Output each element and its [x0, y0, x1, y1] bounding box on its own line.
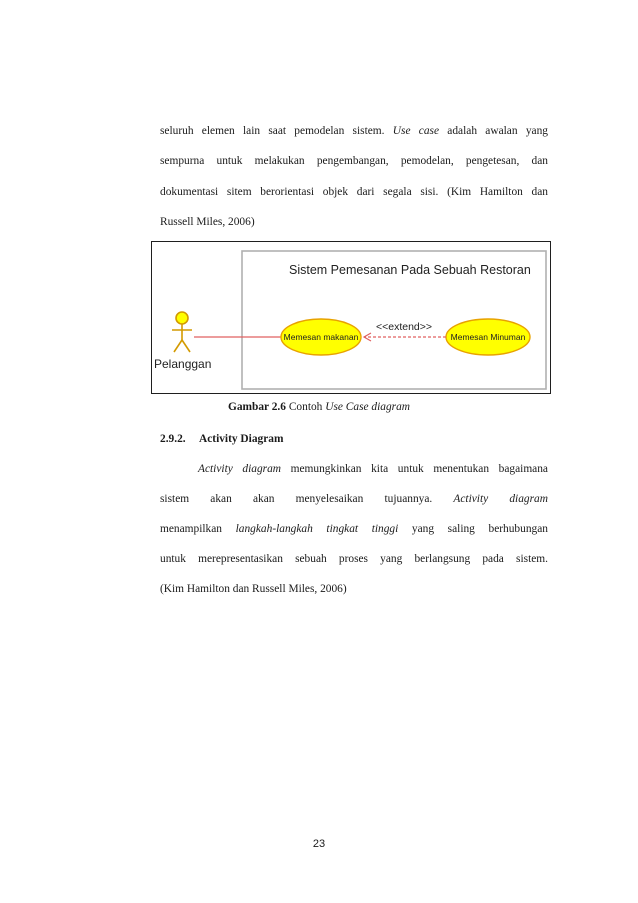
usecase-ext-label: Memesan Minuman: [450, 332, 526, 342]
paragraph-1-line-1: seluruh elemen lain saat pemodelan sistem. Use case adalah awalan yang: [160, 125, 548, 137]
paragraph-1-line-3: dokumentasi sitem berorientasi objek dari segala sisi. (Kim Hamilton dan: [160, 186, 548, 198]
section-title: Activity Diagram: [199, 433, 284, 445]
actor-label: Pelanggan: [154, 357, 212, 371]
paragraph-2-line-1: Activity diagram memungkinkan kita untuk menentukan bagaimana: [198, 463, 548, 475]
extend-label: <<extend>>: [375, 321, 433, 333]
paragraph-2-line-5: (Kim Hamilton dan Russell Miles, 2006): [160, 583, 347, 595]
paragraph-2-line-4: untuk merepresentasikan sebuah proses yang berlangsung pada sistem.: [160, 553, 548, 565]
paragraph-2-line-3: menampilkan langkah-langkah tingkat tinggi yang saling berhubungan: [160, 523, 548, 535]
system-title: Sistem Pemesanan Pada Sebuah Restoran: [289, 263, 531, 277]
paragraph-1-line-2: sempurna untuk melakukan pengembangan, pemodelan, pengetesan, dan: [160, 155, 548, 167]
paragraph-1-line-4: Russell Miles, 2006): [160, 216, 255, 228]
term-use-case: Use case: [392, 125, 440, 137]
usecase-main-label: Memesan makanan: [283, 332, 359, 342]
section-number: 2.9.2.: [160, 433, 186, 445]
page-number: 23: [312, 838, 326, 850]
paragraph-2-line-2: sistem akan akan menyelesaikan tujuannya. Activity diagram: [160, 493, 548, 505]
use-case-diagram: [152, 242, 552, 395]
use-case-figure: [151, 241, 551, 394]
section-heading: [160, 432, 283, 446]
figure-caption: Gambar 2.6 Contoh Use Case diagram: [227, 401, 411, 413]
actor-icon: [172, 312, 192, 352]
